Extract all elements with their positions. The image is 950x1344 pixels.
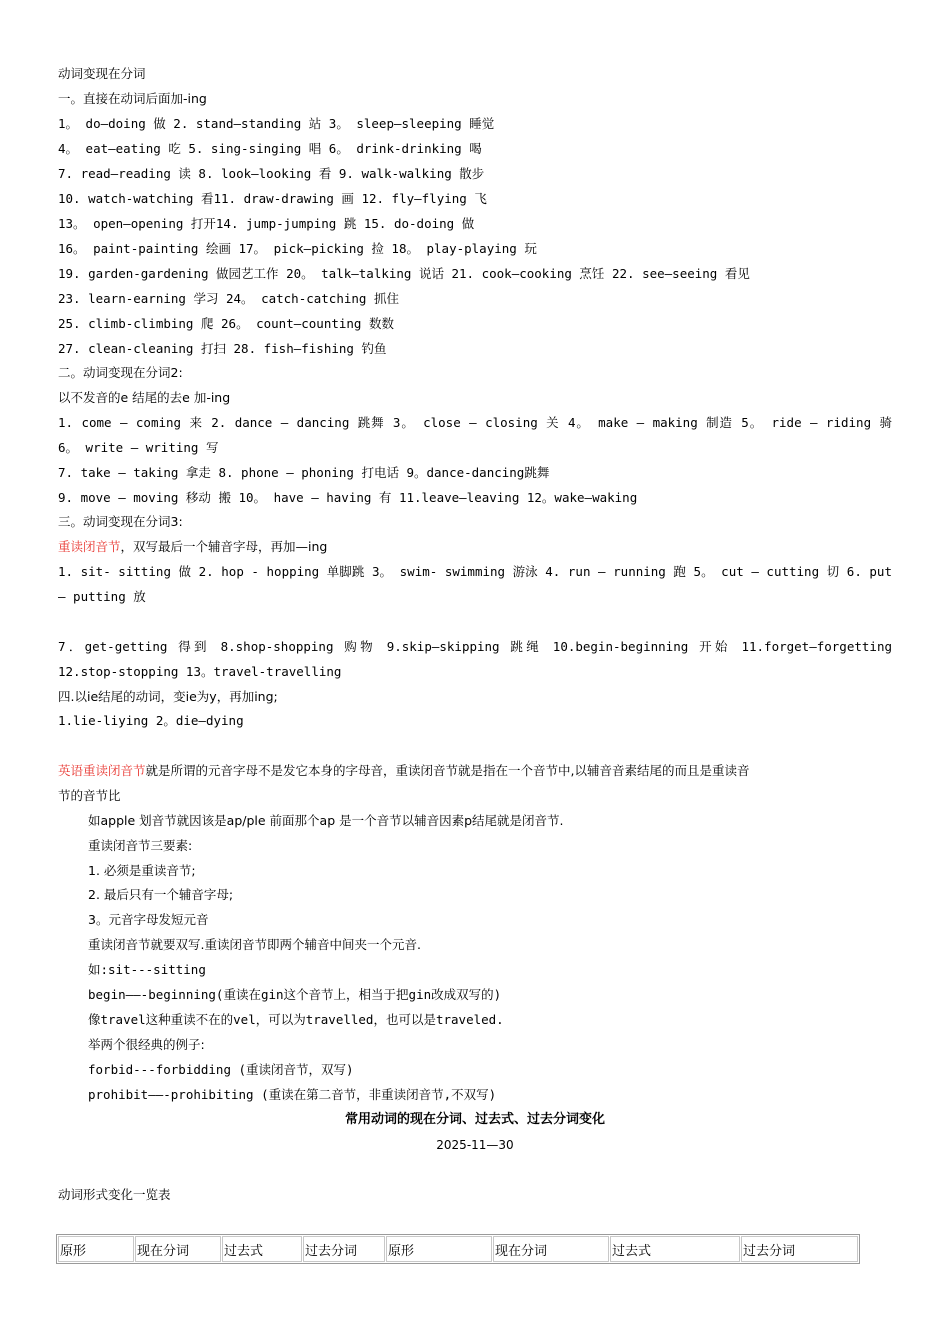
section1-line: 25. climb-climbing 爬 26。 count—counting 数数 [58,316,394,331]
section2-line: 1. come – coming 来 2. dance – dancing 跳舞 3。 close – closing 关 4。 make – making 制造 5。 ride – riding 骑 [58,415,892,430]
section4-title: 四.以ie结尾的动词，变ie为y，再加ing; [58,689,278,704]
table-caption: 动词形式变化一览表 [58,1187,171,1202]
highlight-term: 英语重读闭音节 [58,763,146,778]
table-header-cell: 原形 [58,1236,134,1262]
section2-title: 二。动词变现在分词2: [58,365,183,380]
document-date: 2025-11—30 [436,1138,514,1152]
section2-rule: 以不发音的e 结尾的去e 加-ing [58,390,231,405]
section1-line: 7. read—reading 读 8. look—looking 看 9. walk-walking 散步 [58,166,485,181]
table-header-row [58,1236,858,1262]
heading: 动词变现在分词 [58,66,146,81]
section1-line: 1。 do—doing 做 2. stand—standing 站 3。 sleep—sleeping 睡觉 [58,116,495,131]
table-header-cell: 原形 [386,1236,492,1262]
section1-line: 19. garden-gardening 做园艺工作 20。 talk—talking 说话 21. cook—cooking 烹饪 22. see—seeing 看见 [58,266,750,281]
explanation-line: 1. 必须是重读音节; [88,863,196,878]
explanation-line: prohibit——-prohibiting (重读在第二音节，非重读闭音节,不双写) [88,1087,497,1102]
document-title: 常用动词的现在分词、过去式、过去分词变化 [344,1112,605,1127]
explanation-line: 像travel这种重读不在的vel，可以为travelled，也可以是traveled. [88,1012,504,1027]
section1-line: 27. clean-cleaning 打扫 28. fish—fishing 钓鱼 [58,341,387,356]
explanation-line: forbid---forbidding (重读闭音节，双写) [88,1062,354,1077]
section1-line: 16。 paint-painting 绘画 17。 pick—picking 捡 18。 play-playing 玩 [58,241,537,256]
section2-line: 9. move – moving 移动 搬 10。 have – having 有 11.leave—leaving 12。wake—waking [58,490,638,505]
section3-line: 12.stop-stopping 13。travel-travelling [58,664,342,679]
table-header-cell: 过去式 [222,1236,302,1262]
verb-forms-table [56,1234,860,1264]
explanation-line: begin——-beginning(重读在gin这个音节上，相当于把gin改成双写的) [88,987,502,1002]
table-header-cell: 现在分词 [135,1236,221,1262]
section1-line: 4。 eat—eating 吃 5. sing-singing 唱 6。 drink-drinking 喝 [58,141,482,156]
highlight-term: 重读闭音节 [58,539,121,554]
explanation-line: 举两个很经典的例子: [88,1037,205,1052]
section3-title: 三。动词变现在分词3: [58,514,183,529]
section3-line: – putting 放 [58,589,146,604]
explanation-line: 如apple 划音节就因该是ap/ple 前面那个ap 是一个音节以辅音因素p结尾就是闭音节. [88,813,564,828]
table-header-cell: 过去分词 [303,1236,385,1262]
section1-line: 13。 open—opening 打开14. jump-jumping 跳 15. do-doing 做 [58,216,475,231]
table-header-cell: 现在分词 [493,1236,609,1262]
section3-rule-text: ，双写最后一个辅音字母，再加—ing [120,539,328,554]
explanation-line: 3。元音字母发短元音 [88,912,209,927]
explanation-text: 就是所谓的元音字母不是发它本身的字母音，重读闭音节就是指在一个音节中,以辅音音素结尾的而且是重读音 [145,763,750,778]
explanation-line: 如:sit---sitting [88,962,206,977]
section4-line: 1.lie-liying 2。die—dying [58,713,244,728]
section1-line: 10. watch-watching 看11. draw-drawing 画 12. fly—flying 飞 [58,191,487,206]
explanation-line: 重读闭音节三要素: [88,838,193,853]
explanation-line: 重读闭音节就要双写.重读闭音节即两个辅音中间夹一个元音. [88,937,421,952]
section3-rule [58,538,327,556]
table-header-cell: 过去式 [610,1236,740,1262]
section1-title: 一。直接在动词后面加-ing [58,91,207,106]
section2-line: 7. take — taking 拿走 8. phone — phoning 打电话 9。dance-dancing跳舞 [58,465,550,480]
section3-line: 1. sit- sitting 做 2. hop - hopping 单脚跳 3。 swim- swimming 游泳 4. run — running 跑 5。 cut – cutting 切 6. put [58,564,892,579]
table-header-cell: 过去分词 [741,1236,858,1262]
section1-line: 23. learn-earning 学习 24。 catch-catching 抓住 [58,291,399,306]
section3-line: 7．get-getting 得到 8.shop-shopping 购物 9.skip—skipping 跳绳 10.begin-beginning 开始 11.forget—forgetting [58,639,892,654]
explanation-line: 节的音节比 [58,788,121,803]
section2-line: 6。 write — writing 写 [58,440,219,455]
explanation-line: 2. 最后只有一个辅音字母; [88,887,234,902]
explanation-line [58,762,750,780]
